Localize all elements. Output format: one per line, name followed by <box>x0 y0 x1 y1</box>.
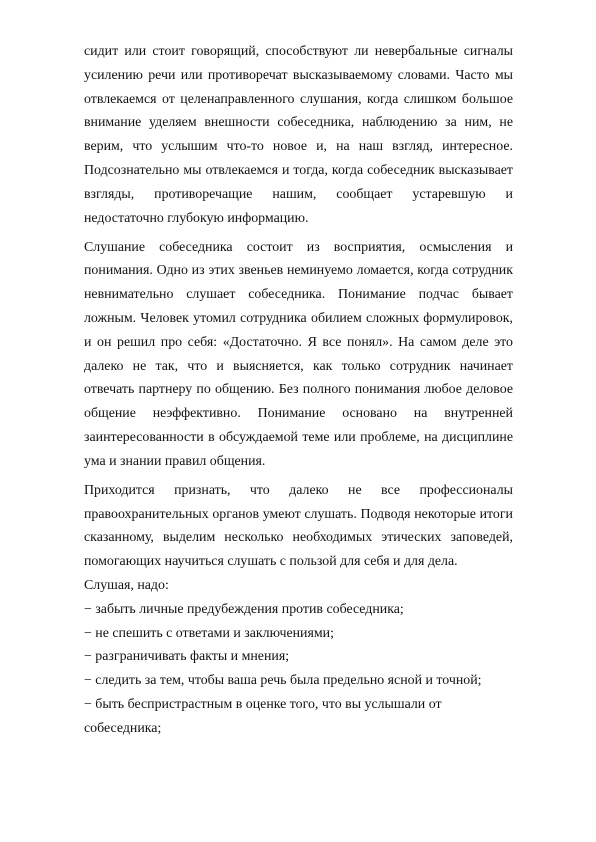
list-intro: Слушая, надо: <box>84 577 169 593</box>
list-item-5: − быть беспристрастным в оценке того, что вы услышали от собеседника; <box>84 696 442 736</box>
paragraph-3: Приходится признать, что далеко не все профессионалы правоохранительных органов умеют слушать. Подводя некоторые итоги сказанному, выделим несколько необходимых этических заповедей, помогающих научиться слушать с пользой для себя и для дела. <box>84 482 513 570</box>
list-item-1: − забыть личные предубеждения против собеседника; <box>84 601 404 617</box>
paragraph-2: Слушание собеседника состоит из восприятия, осмысления и понимания. Одно из этих звеньев неминуемо ломается, когда сотрудник невнимательно слушает собеседника. Понимание подчас бывает ложным. Человек утомил сотрудника обилием сложных формулировок, и он решил про себя: «Достаточно. Я все понял». На самом деле это далеко не так, что и выясняется, как только сотрудник начинает отвечать партнеру по общению. Без полного понимания любое деловое общение неэффективно. Понимание основано на внутренней заинтересованности в обсуждаемой теме или проблеме, на дисциплине ума и знании правил общения. <box>84 239 513 469</box>
list-item-2: − не спешить с ответами и заключениями; <box>84 625 334 641</box>
paragraph-1: сидит или стоит говорящий, способствуют ли невербальные сигналы усилению речи или противоречат высказываемому словами. Часто мы отвлекаемся от целенаправленного слушания, когда слишком большое внимание уделяем внешности собеседника, наблюдению за ним, не верим, что услышим что-то новое и, на наш взгляд, интересное. Подсознательно мы отвлекаемся и тогда, когда собеседник высказывает взгляды, противоречащие нашим, сообщает устаревшую и недостаточно глубокую информацию. <box>84 44 513 226</box>
list-item-3: − разграничивать факты и мнения; <box>84 649 290 665</box>
list-item-4: − следить за тем, чтобы ваша речь была предельно ясной и точной; <box>84 673 482 689</box>
document-page <box>84 40 513 740</box>
